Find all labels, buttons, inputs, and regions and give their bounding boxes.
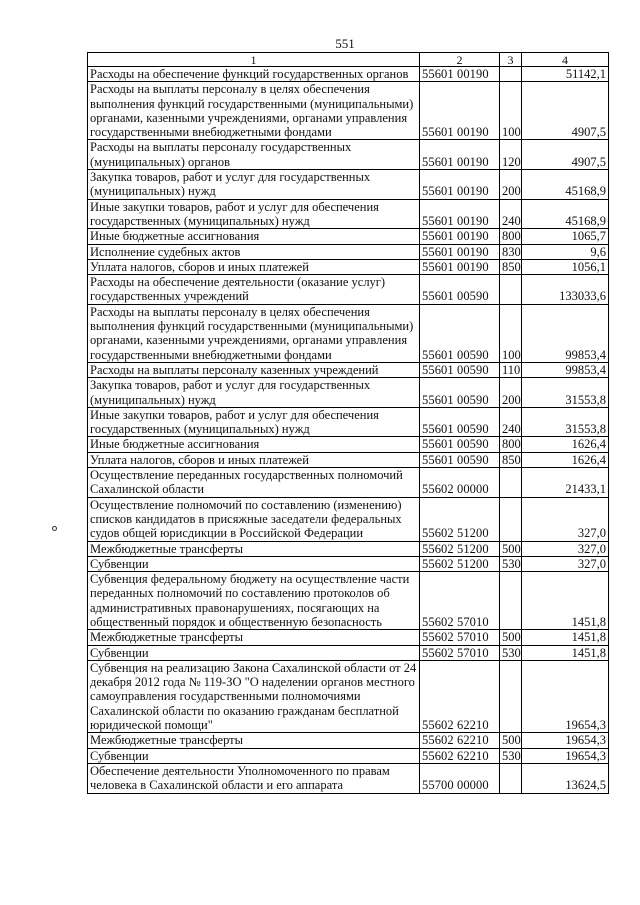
table-row <box>88 170 609 200</box>
row-code: 55602 57010 <box>420 630 500 645</box>
row-amount: 327,0 <box>522 497 609 541</box>
table-row <box>88 437 609 452</box>
row-amount: 1056,1 <box>522 259 609 274</box>
row-expense-type: 200 <box>500 170 522 200</box>
row-description: Межбюджетные трансферты <box>88 541 420 556</box>
budget-table <box>87 52 609 794</box>
row-description: Субвенции <box>88 645 420 660</box>
row-description: Уплата налогов, сборов и иных платежей <box>88 452 420 467</box>
row-expense-type <box>500 572 522 630</box>
row-expense-type <box>500 497 522 541</box>
table-row <box>88 304 609 362</box>
table-body <box>88 67 609 794</box>
row-expense-type: 100 <box>500 82 522 140</box>
column-header: 4 <box>522 53 609 67</box>
table-row <box>88 378 609 408</box>
table-row <box>88 468 609 498</box>
row-code: 55601 00590 <box>420 378 500 408</box>
table-header-row <box>88 53 609 67</box>
table-row <box>88 82 609 140</box>
row-amount: 1451,8 <box>522 630 609 645</box>
row-expense-type: 800 <box>500 229 522 244</box>
row-code: 55601 00190 <box>420 229 500 244</box>
row-expense-type <box>500 660 522 732</box>
table-row <box>88 733 609 748</box>
table-row <box>88 572 609 630</box>
row-expense-type: 530 <box>500 748 522 763</box>
row-description: Осуществление переданных государственных полномочий Сахалинской области <box>88 468 420 498</box>
margin-mark <box>52 526 57 531</box>
row-code: 55602 57010 <box>420 645 500 660</box>
row-code: 55601 00590 <box>420 304 500 362</box>
row-description: Иные закупки товаров, работ и услуг для обеспечения государственных (муниципальных) нужд <box>88 407 420 437</box>
row-expense-type: 110 <box>500 362 522 377</box>
column-header: 3 <box>500 53 522 67</box>
table-row <box>88 362 609 377</box>
row-amount: 21433,1 <box>522 468 609 498</box>
row-expense-type: 120 <box>500 140 522 170</box>
table-row <box>88 244 609 259</box>
row-code: 55602 62210 <box>420 733 500 748</box>
row-code: 55601 00190 <box>420 259 500 274</box>
row-amount: 51142,1 <box>522 67 609 82</box>
table-row <box>88 556 609 571</box>
row-expense-type <box>500 468 522 498</box>
row-code: 55601 00590 <box>420 407 500 437</box>
table-row <box>88 452 609 467</box>
row-expense-type: 100 <box>500 304 522 362</box>
row-description: Закупка товаров, работ и услуг для государственных (муниципальных) нужд <box>88 378 420 408</box>
row-amount: 1626,4 <box>522 437 609 452</box>
row-amount: 327,0 <box>522 541 609 556</box>
row-code: 55601 00590 <box>420 452 500 467</box>
row-description: Субвенции <box>88 556 420 571</box>
row-amount: 45168,9 <box>522 170 609 200</box>
row-expense-type: 830 <box>500 244 522 259</box>
table-row <box>88 199 609 229</box>
row-expense-type: 800 <box>500 437 522 452</box>
row-amount: 1451,8 <box>522 645 609 660</box>
table-row <box>88 763 609 793</box>
row-description: Осуществление полномочий по составлению (изменению) списков кандидатов в присяжные заседатели федеральных судов общей юрисдикции в Российской Федерации <box>88 497 420 541</box>
row-description: Обеспечение деятельности Уполномоченного по правам человека в Сахалинской области и его аппарата <box>88 763 420 793</box>
row-amount: 9,6 <box>522 244 609 259</box>
row-description: Расходы на выплаты персоналу в целях обеспечения выполнения функций государственными (муниципальными) органами, казенными учреждениями, органами управления государственными внебюджетными фондами <box>88 304 420 362</box>
row-code: 55601 00590 <box>420 275 500 305</box>
row-expense-type: 850 <box>500 259 522 274</box>
row-amount: 19654,3 <box>522 660 609 732</box>
row-code: 55602 51200 <box>420 497 500 541</box>
row-code: 55601 00190 <box>420 170 500 200</box>
table-row <box>88 660 609 732</box>
row-expense-type: 500 <box>500 541 522 556</box>
row-description: Расходы на выплаты персоналу казенных учреждений <box>88 362 420 377</box>
row-description: Закупка товаров, работ и услуг для государственных (муниципальных) нужд <box>88 170 420 200</box>
table-row <box>88 630 609 645</box>
row-code: 55601 00190 <box>420 67 500 82</box>
row-description: Субвенция федеральному бюджету на осуществление части переданных полномочий по составлению протоколов об административных правонарушениях, посягающих на общественный порядок и общественную безопасность <box>88 572 420 630</box>
row-description: Межбюджетные трансферты <box>88 733 420 748</box>
row-amount: 19654,3 <box>522 733 609 748</box>
row-amount: 13624,5 <box>522 763 609 793</box>
row-code: 55602 62210 <box>420 748 500 763</box>
table-row <box>88 140 609 170</box>
row-expense-type <box>500 67 522 82</box>
table-row <box>88 407 609 437</box>
row-expense-type: 530 <box>500 556 522 571</box>
row-amount: 133033,6 <box>522 275 609 305</box>
row-expense-type: 530 <box>500 645 522 660</box>
row-amount: 45168,9 <box>522 199 609 229</box>
row-description: Исполнение судебных актов <box>88 244 420 259</box>
row-description: Расходы на выплаты персоналу в целях обеспечения выполнения функций государственными (муниципальными) органами, казенными учреждениями, органами управления государственными внебюджетными фондами <box>88 82 420 140</box>
row-expense-type: 200 <box>500 378 522 408</box>
row-description: Расходы на обеспечение функций государственных органов <box>88 67 420 82</box>
row-amount: 4907,5 <box>522 82 609 140</box>
row-code: 55601 00190 <box>420 244 500 259</box>
row-expense-type: 500 <box>500 733 522 748</box>
table-row <box>88 259 609 274</box>
table-row <box>88 541 609 556</box>
row-description: Уплата налогов, сборов и иных платежей <box>88 259 420 274</box>
row-amount: 4907,5 <box>522 140 609 170</box>
row-description: Иные бюджетные ассигнования <box>88 437 420 452</box>
table-row <box>88 229 609 244</box>
column-header: 1 <box>88 53 420 67</box>
row-expense-type: 850 <box>500 452 522 467</box>
row-amount: 1065,7 <box>522 229 609 244</box>
row-amount: 31553,8 <box>522 378 609 408</box>
row-amount: 31553,8 <box>522 407 609 437</box>
table-row <box>88 497 609 541</box>
row-expense-type <box>500 763 522 793</box>
row-amount: 99853,4 <box>522 304 609 362</box>
row-description: Расходы на выплаты персоналу государственных (муниципальных) органов <box>88 140 420 170</box>
row-code: 55601 00190 <box>420 140 500 170</box>
row-expense-type: 500 <box>500 630 522 645</box>
row-description: Межбюджетные трансферты <box>88 630 420 645</box>
row-code: 55601 00590 <box>420 362 500 377</box>
row-amount: 19654,3 <box>522 748 609 763</box>
row-description: Иные закупки товаров, работ и услуг для обеспечения государственных (муниципальных) нужд <box>88 199 420 229</box>
row-expense-type: 240 <box>500 199 522 229</box>
row-code: 55602 51200 <box>420 556 500 571</box>
row-code: 55601 00190 <box>420 199 500 229</box>
table-row <box>88 748 609 763</box>
row-expense-type <box>500 275 522 305</box>
column-header: 2 <box>420 53 500 67</box>
row-code: 55602 57010 <box>420 572 500 630</box>
row-code: 55602 62210 <box>420 660 500 732</box>
row-code: 55602 00000 <box>420 468 500 498</box>
row-code: 55602 51200 <box>420 541 500 556</box>
row-description: Иные бюджетные ассигнования <box>88 229 420 244</box>
row-code: 55700 00000 <box>420 763 500 793</box>
table-row <box>88 275 609 305</box>
page-number: 551 <box>335 36 355 51</box>
row-amount: 1451,8 <box>522 572 609 630</box>
row-expense-type: 240 <box>500 407 522 437</box>
row-amount: 327,0 <box>522 556 609 571</box>
row-amount: 99853,4 <box>522 362 609 377</box>
row-description: Субвенции <box>88 748 420 763</box>
row-code: 55601 00590 <box>420 437 500 452</box>
row-description: Субвенция на реализацию Закона Сахалинской области от 24 декабря 2012 года № 119-ЗО "О наделении органов местного самоуправления государственными полномочиями Сахалинской области по оказанию гражданам бесплатной юридической помощи" <box>88 660 420 732</box>
table-row <box>88 67 609 82</box>
table-row <box>88 645 609 660</box>
row-code: 55601 00190 <box>420 82 500 140</box>
row-description: Расходы на обеспечение деятельности (оказание услуг) государственных учреждений <box>88 275 420 305</box>
row-amount: 1626,4 <box>522 452 609 467</box>
